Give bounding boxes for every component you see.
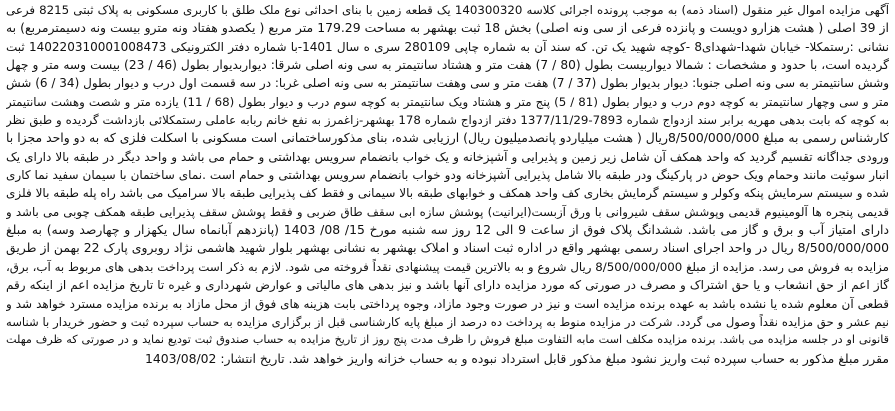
notice-line: از 39 اصلی ( هشت هزارو دویست و پانزده فرعی از سی ونه اصلی) بخش 18 ثبت بهشهر به مساحت 179.29 متر مربع ( یکصدو هفتاد ونه مترو بیست ونه دسیمترمربع) به [6,20,889,36]
notice-line: گاز اعم از حق انشعاب و یا حق اشتراک و مصرف در صورتی که مورد مزایده دارای آنها باشد و نیز بدهی های مالیاتی و عوارض شهرداری و غیره تا تاریخ مزایده اعم از اینکه رقم [6,278,889,293]
notice-line: دارای امتیاز آب و برق و گاز می باشد. ششدانگ پلاک فوق از ساعت 9 الی 12 روز سه شنبه مورخ 15/ 08/ 1403 (پانزدهم آبانماه سال یکهزار و چهارصد وسه) به مبلغ [6,222,889,238]
notice-line: قانونی او در جلسه مزایده می باشد. برنده مزایده مکلف است مابه التفاوت مبلغ فروش را ظرف مدت پنج روز از تاریخ مزایده به حساب صندوق ثبت تودیع نماید و در صورتی که ظرف مهلت [6,333,889,347]
notice-line: 8/500/000/000 ریال در واحد اجرای اسناد رسمی بهشهر واقع در اداره ثبت اسناد و املاک بهشهر به نشانی بهشهر بلوار شهید هاشمی نژاد روبروی پارک 22 بهمن از طریق [6,240,889,256]
notice-line: شده و سیستم سرمایش پنکه وکولر و سیستم گرمایش بخاری کف واحد همکف و خوابهای طبقه بالا سیمانی و فقط کف پذیرایی طبقه بالا سرامیک می باشد راه پله طبقه بالا فلزی [6,186,889,201]
notice-line: نشانی :رستمکلا- خیابان شهدا-شهدای8 -کوچه شهید یک تن. که سند آن به شماره چاپی 280109 سری ه سال 1401-با شماره دفتر الکترونیکی 140220310001008473 ثبت [6,39,889,54]
notice-line: انبار سوئیت مانند وحمام ویک حوض در پارکینگ ودر طبقه بالا شامل پذیرایی آشپزخانه ودو خواب بانضمام سرویس بهداشتی و حمام است .نمای ساختمان با سیمان سفید نما کاری [6,168,889,183]
notice-line: قدیمی پنجره ها آلومینیوم قدیمی وپوشش سقف شیروانی با ورق آزبست(ایرانیت) پوشش سازه ابی سقف طاق ضربی و فقط پوشش سقف پذیرایی طبقه همکف چوبی می باشد و [6,204,889,219]
notice-line: به کوچه که بابت بدهی مهریه برابر سند ازدواج شماره 7893-1377/11/29 دفتر ازدواج شماره 178 بهشهر-زاغمرز به نفع خانم ربابه عاملی رستمکلائی بازداشت گردیده و طبق نظر [6,113,889,128]
notice-line: گردیده است، با حدود و مشخصات : شمالا دیواربیست بطول (80 / 7) هفت متر و هشتاد سانتیمتر به سی ونه اصلی شرقا: دیواربدیوار بطول (46 / 23) بیست وسه متر و چهل [6,58,889,73]
notice-line: وشش سانتیمتر به سی ونه اصلی جنوبا: دیوار بدیوار بطول (37 / 7) هفت متر و سی وهفت سانتیمتر به سی ونه اصلی غربا: در سه قسمت اول درب و دیوار بطول (34 / 6) شش [6,76,889,91]
notice-line: مزایده به فروش می رسد. مزایده از مبلغ 8/500/000/000 ریال شروع و به بالاترین قیمت پیشنهادی نقداً فروخته می شود. لازم به ذکر است پرداخت بدهی های مربوط به آب، برق، [6,259,889,274]
notice-line: ورودی جداگانه تقسیم گردید که واحد همکف آن شامل زیر زمین و پذیرایی و آشپزخانه و یک خواب بانضمام سرویس بهداشتی و حمام می باشد و واحد دیگر در طبقه بالا دارای یک [6,149,889,164]
notice-line: آگهی مزایده اموال غیر منقول (اسناد ذمه) به موجب پرونده اجرائی کلاسه 140300320 یک قطعه زمین با بنای احداثی نوع ملک طلق با کاربری مسکونی به پلاک ثبتی 8215 فرعی [6,3,889,17]
notice-last-line: مقرر مبلغ مذکور به حساب سپرده ثبت واریز نشود مبلغ مذکور قابل استرداد نبوده و به حساب خزانه واریز خواهد شد. تاریخ انتشار: 1403/08/02 [144,350,889,366]
notice-line: متر و سی وچهار سانتیمتر به کوچه دوم درب و دیوار بطول (81 / 5) پنج متر و هشتاد ویک سانتیمتر به کوچه سوم درب و دیوار بطول (68 / 11) یازده متر و شصت وهشت سانتیمتر [6,94,889,109]
notice-line: قطعی آن معلوم شده یا نشده باشد به عهده برنده مزایده است و نیز در صورت وجود مازاد، وجوه پرداختی بابت هزینه های فوق از محل مازاد به برنده مزایده مسترد خواهد شد و [6,296,889,311]
notice-line: کارشناس رسمی به مبلغ 8/500/000/000ریال ( هشت میلیاردو پانصدمیلیون ریال) ارزیابی شده، بنای مذکورساختمانی است مسکونی با اسکلت فلزی که به دو واحد مجزا با [6,130,889,146]
notice-line: نیم عشر و حق مزایده نقداً وصول می گردد. شرکت در مزایده منوط به پرداخت ده درصد از مبلغ پایه کارشناسی قبل از برگزاری مزایده به حساب سپرده ثبت و حضور خریدار با شناسه [6,314,889,329]
